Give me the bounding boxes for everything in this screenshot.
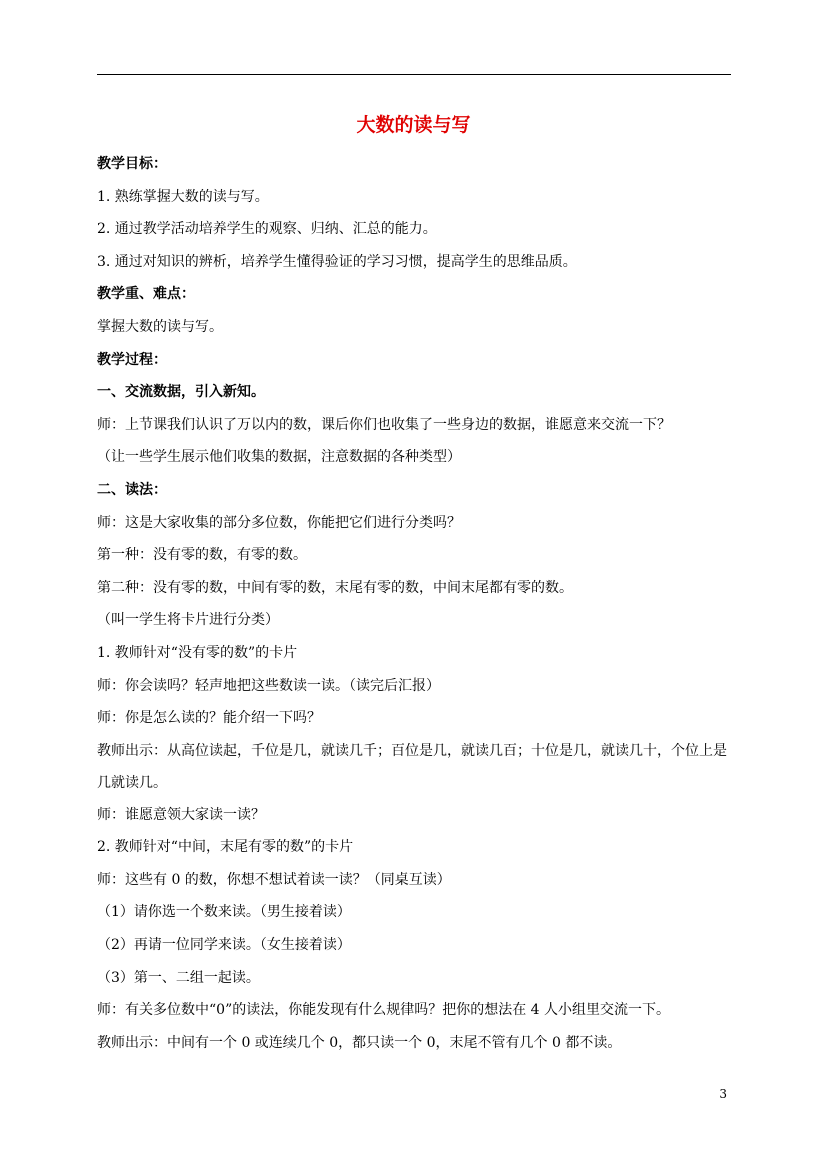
section-heading: 教学过程： bbox=[97, 351, 167, 368]
paragraph-line: 1. 熟练掌握大数的读与写。 bbox=[97, 188, 269, 205]
header-rule bbox=[97, 74, 731, 75]
paragraph-line: 师：你是怎么读的？能介绍一下吗？ bbox=[97, 710, 321, 727]
paragraph-line: 师：你会读吗？轻声地把这些数读一读。（读完后汇报） bbox=[97, 677, 440, 694]
paragraph-line: 掌握大数的读与写。 bbox=[97, 318, 223, 335]
paragraph-line: 1. 教师针对“没有零的数”的卡片 bbox=[97, 644, 298, 661]
paragraph-line: 师：谁愿意领大家读一读？ bbox=[97, 806, 265, 823]
paragraph-line: 2. 教师针对“中间，末尾有零的数”的卡片 bbox=[97, 839, 354, 856]
paragraph-line: 3. 通过对知识的辨析，培养学生懂得验证的学习习惯，提高学生的思维品质。 bbox=[97, 253, 577, 270]
paragraph-line: 教师出示：中间有一个 0 或连续几个 0，都只读一个 0，末尾不管有几个 0 都不读。 bbox=[97, 1034, 622, 1051]
section-heading: 教学目标： bbox=[97, 156, 167, 172]
paragraph-line: （3）第一、二组一起读。 bbox=[97, 969, 260, 986]
document-title: 大数的读与写 bbox=[356, 114, 471, 136]
document-body bbox=[97, 148, 737, 1059]
paragraph-line: （2）再请一位同学来读。（女生接着读） bbox=[97, 937, 351, 954]
paragraph-line: （叫一学生将卡片进行分类） bbox=[97, 612, 279, 629]
paragraph-line: （让一些学生展示他们收集的数据，注意数据的各种类型） bbox=[97, 449, 461, 466]
paragraph-line: 第二种：没有零的数，中间有零的数，末尾有零的数，中间末尾都有零的数。 bbox=[97, 579, 573, 596]
section-heading: 教学重、难点： bbox=[97, 286, 195, 303]
paragraph-line: 师：这些有 0 的数，你想不想试着读一读？（同桌互读） bbox=[97, 871, 451, 888]
paragraph-line: 教师出示：从高位读起，千位是几，就读几千；百位是几，就读几百；十位是几，就读几十，个位上是几就读几。 bbox=[97, 742, 727, 791]
paragraph-line: 第一种：没有零的数，有零的数。 bbox=[97, 547, 307, 564]
paragraph-line: 师：上节课我们认识了万以内的数，课后你们也收集了一些身边的数据，谁愿意来交流一下？ bbox=[97, 416, 671, 433]
paragraph-line: 2. 通过教学活动培养学生的观察、归纳、汇总的能力。 bbox=[97, 221, 437, 238]
section-heading: 二、读法： bbox=[97, 481, 167, 498]
section-heading: 一、交流数据，引入新知。 bbox=[97, 384, 265, 401]
paragraph-line: 师：这是大家收集的部分多位数，你能把它们进行分类吗？ bbox=[97, 514, 461, 531]
paragraph-line: 师：有关多位数中“0”的读法，你能发现有什么规律吗？把你的想法在 4 人小组里交流一下。 bbox=[97, 1002, 671, 1019]
paragraph-line: （1）请你选一个数来读。（男生接着读） bbox=[97, 904, 351, 921]
page-number: 3 bbox=[719, 1087, 727, 1101]
